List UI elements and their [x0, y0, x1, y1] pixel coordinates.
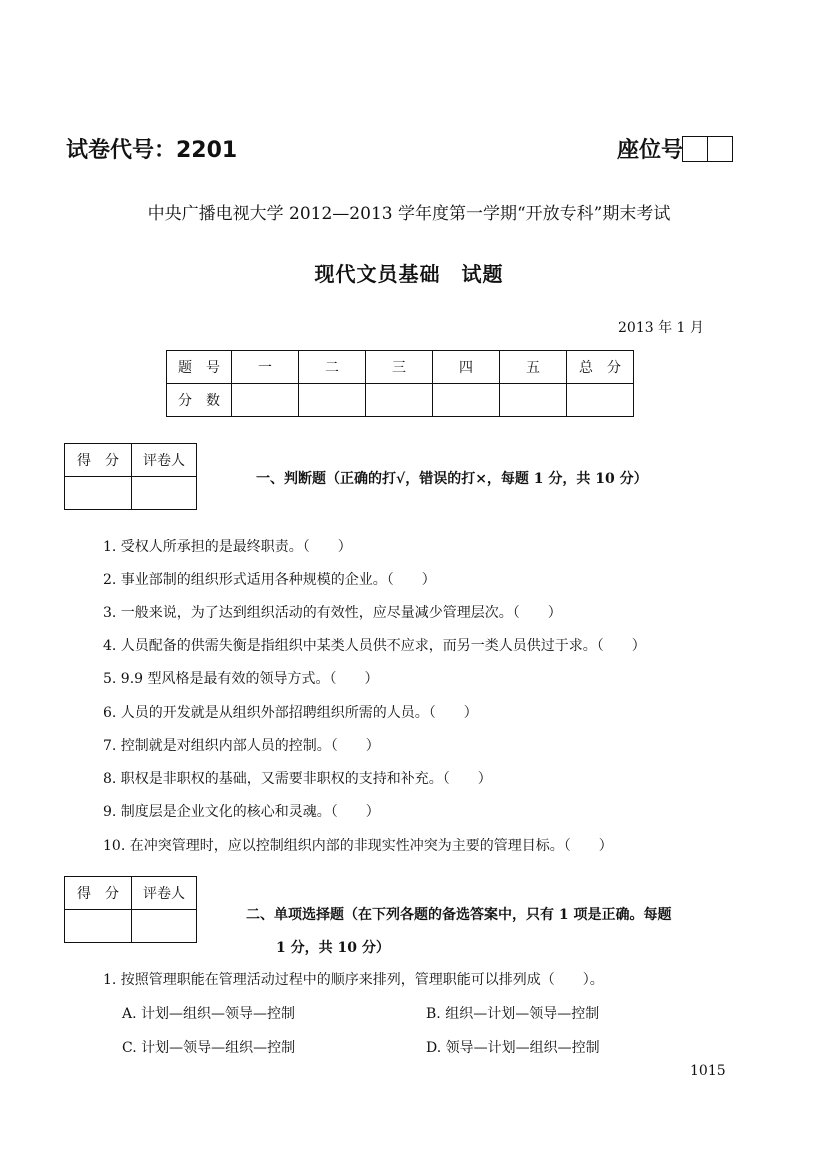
question-item: 8. 职权是非职权的基础，又需要非职权的支持和补充。（ ）	[103, 771, 492, 787]
question-item: 2. 事业部制的组织形式适用各种规模的企业。（ ）	[103, 572, 436, 588]
question-item: 3. 一般来说，为了达到组织活动的有效性，应尽量减少管理层次。（ ）	[103, 605, 562, 621]
score-input-cell[interactable]	[500, 384, 567, 417]
mc-option-d[interactable]: D. 领导—计划—组织—控制	[426, 1040, 600, 1056]
seat-box-1[interactable]	[682, 136, 708, 162]
score-input-cell[interactable]	[567, 384, 634, 417]
score-table-header-row	[167, 351, 634, 384]
grader-name-input[interactable]	[132, 477, 197, 510]
university-line: 中央广播电视大学 2012—2013 学年度第一学期“开放专科”期末考试	[147, 204, 671, 224]
seat-label: 座位号	[617, 138, 684, 163]
grader-score-input[interactable]	[65, 477, 132, 510]
question-item: 9. 制度层是企业文化的核心和灵魂。（ ）	[103, 804, 380, 820]
seat-number-field	[617, 133, 733, 164]
question-item: 1. 受权人所承担的是最终职责。（ ）	[103, 539, 352, 555]
grader-score-input[interactable]	[65, 910, 132, 943]
section1-title: 一、判断题（正确的打√，错误的打×，每题 1 分，共 10 分）	[256, 471, 648, 487]
grader-score-label: 得 分	[65, 877, 132, 910]
score-cell: 三	[366, 351, 433, 384]
score-input-cell[interactable]	[366, 384, 433, 417]
exam-date: 2013 年 1 月	[618, 320, 704, 336]
grader-name-label: 评卷人	[132, 444, 197, 477]
score-cell: 二	[299, 351, 366, 384]
question-item: 10. 在冲突管理时，应以控制组织内部的非现实性冲突为主要的管理目标。（ ）	[103, 838, 613, 854]
mc-option-c[interactable]: C. 计划—领导—组织—控制	[122, 1040, 296, 1056]
paper-code: 试卷代号：2201	[66, 138, 238, 163]
score-cell: 分 数	[167, 384, 232, 417]
mc-option-a[interactable]: A. 计划—组织—领导—控制	[122, 1006, 296, 1022]
question-item: 4. 人员配备的供需失衡是指组织中某类人员供不应求，而另一类人员供过于求。（ ）	[103, 638, 646, 654]
score-table	[166, 350, 634, 417]
score-input-cell[interactable]	[232, 384, 299, 417]
grader-score-label: 得 分	[65, 444, 132, 477]
section2-title-cont: 1 分，共 10 分）	[276, 940, 390, 956]
mc-question-stem: 1. 按照管理职能在管理活动过程中的顺序来排列，管理职能可以排列成（ ）。	[103, 972, 604, 988]
score-cell: 一	[232, 351, 299, 384]
question-item: 7. 控制就是对组织内部人员的控制。（ ）	[103, 738, 380, 754]
score-input-cell[interactable]	[433, 384, 500, 417]
seat-box-2[interactable]	[707, 136, 733, 162]
exam-title: 现代文员基础 试题	[314, 262, 504, 286]
score-cell: 四	[433, 351, 500, 384]
score-table-value-row	[167, 384, 634, 417]
grader-box-section2	[64, 876, 197, 943]
grader-name-input[interactable]	[132, 910, 197, 943]
page-number: 1015	[690, 1063, 726, 1079]
question-item: 5. 9.9 型风格是最有效的领导方式。（ ）	[103, 671, 379, 687]
score-cell: 总 分	[567, 351, 634, 384]
question-item: 6. 人员的开发就是从组织外部招聘组织所需的人员。（ ）	[103, 705, 478, 721]
grader-name-label: 评卷人	[132, 877, 197, 910]
score-cell: 五	[500, 351, 567, 384]
score-cell: 题 号	[167, 351, 232, 384]
mc-option-b[interactable]: B. 组织—计划—领导—控制	[426, 1006, 600, 1022]
score-input-cell[interactable]	[299, 384, 366, 417]
grader-box-section1	[64, 443, 197, 510]
section2-title: 二、单项选择题（在下列各题的备选答案中，只有 1 项是正确。每题	[246, 907, 672, 923]
